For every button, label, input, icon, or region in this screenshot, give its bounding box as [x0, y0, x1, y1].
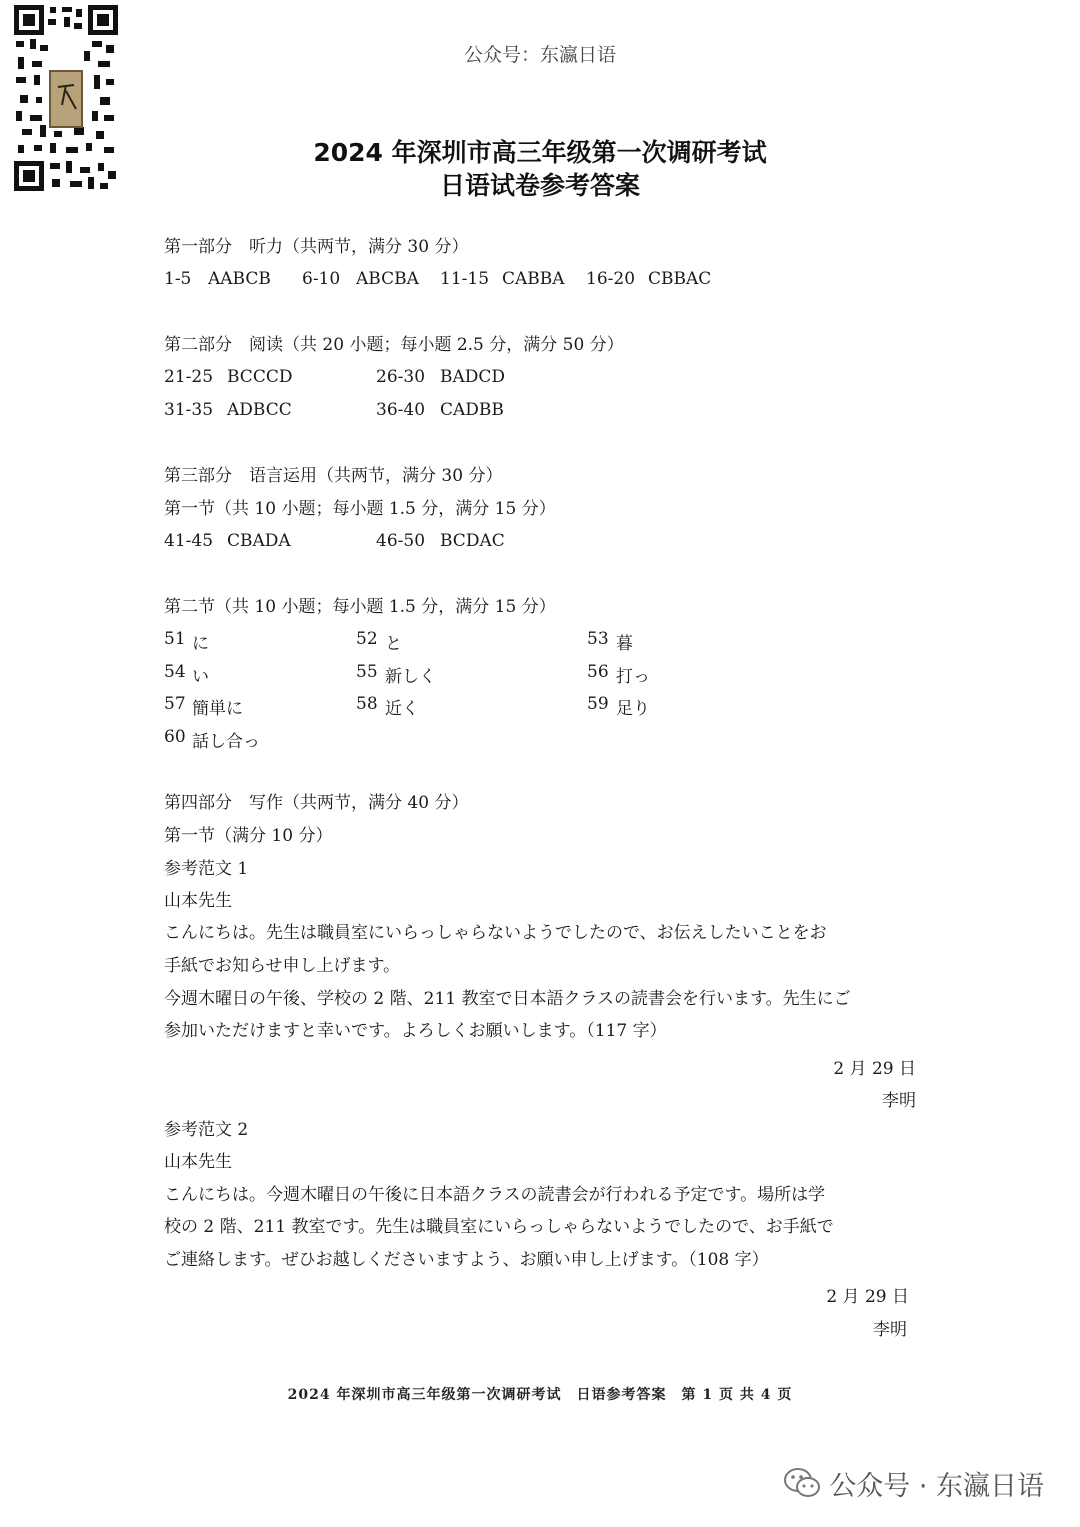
answer-value: 近く [385, 699, 419, 719]
sample1-line: 今週木曜日の午後、学校の 2 階、211 教室で日本語クラスの読書会を行います。先生にご [164, 989, 851, 1009]
answer-value: と [385, 634, 402, 654]
part3-heading: 第三部分 语言运用（共两节，满分 30 分） [164, 466, 503, 486]
page-footer: 2024 年深圳市高三年级第一次调研考试 日语参考答案 第 1 页 共 4 页 [287, 1387, 793, 1403]
document-subtitle: 日语试卷参考答案 [439, 171, 640, 200]
answer-range: 6-10 [302, 269, 341, 289]
answer-value: CADBB [440, 400, 504, 420]
sample2-label: 参考范文 2 [164, 1120, 249, 1140]
answer-range: 31-35 [164, 400, 214, 420]
question-number: 52 [356, 629, 378, 649]
answer-range: 36-40 [376, 400, 426, 420]
answer-range: 21-25 [164, 367, 214, 387]
part4-heading: 第四部分 写作（共两节，满分 40 分） [164, 793, 469, 813]
sample2-line: ご連絡します。ぜひお越しくださいますよう、お願い申し上げます。（108 字） [164, 1250, 769, 1270]
sample1-line: 参加いただけますと幸いです。よろしくお願いします。（117 字） [164, 1021, 667, 1041]
answer-value: CBBAC [648, 269, 712, 289]
watermark [783, 1463, 1044, 1503]
answer-value: CABBA [502, 269, 565, 289]
sample1-label: 参考范文 1 [164, 859, 249, 879]
question-number: 58 [356, 694, 378, 714]
answer-value: BCCCD [227, 367, 293, 387]
part4-section1-heading: 第一节（满分 10 分） [164, 826, 333, 846]
part1-heading: 第一部分 听力（共两节，满分 30 分） [164, 237, 469, 257]
account-header: 公众号：东瀛日语 [463, 44, 616, 66]
question-number: 53 [587, 629, 609, 649]
sample2-addressee: 山本先生 [164, 1152, 232, 1172]
answer-value: 話し合っ [192, 732, 260, 752]
document-title: 2024 年深圳市高三年级第一次调研考试 [313, 138, 767, 167]
answer-range: 41-45 [164, 531, 214, 551]
answer-value: 簡単に [192, 699, 243, 719]
answer-range: 46-50 [376, 531, 426, 551]
answer-range: 26-30 [376, 367, 426, 387]
answer-range: 11-15 [440, 269, 490, 289]
answer-value: い [192, 667, 209, 687]
answer-value: CBADA [227, 531, 291, 551]
watermark-text: 公众号 · 东瀛日语 [829, 1470, 1044, 1502]
answer-value: 打っ [616, 667, 650, 687]
sample1-line: 手紙でお知らせ申し上げます。 [164, 956, 401, 976]
sample1-signature: 李明 [882, 1091, 916, 1111]
question-number: 56 [587, 662, 609, 682]
part3-section2-heading: 第二节（共 10 小题；每小题 1.5 分，满分 15 分） [164, 597, 556, 617]
sample2-line: こんにちは。今週木曜日の午後に日本語クラスの読書会が行われる予定です。場所は学 [164, 1185, 826, 1205]
answer-value: に [192, 634, 209, 654]
answer-range: 16-20 [586, 269, 636, 289]
answer-value: ABCBA [356, 269, 419, 289]
question-number: 54 [164, 662, 186, 682]
sample2-date: 2 月 29 日 [826, 1287, 909, 1307]
answer-value: BADCD [440, 367, 506, 387]
part3-section1-heading: 第一节（共 10 小题；每小题 1.5 分，满分 15 分） [164, 499, 556, 519]
sample1-line: こんにちは。先生は職員室にいらっしゃらないようでしたので、お伝えしたいことをお [164, 923, 827, 943]
question-number: 59 [587, 694, 609, 714]
sample1-date: 2 月 29 日 [833, 1059, 916, 1079]
question-number: 55 [356, 662, 378, 682]
answer-value: 足り [616, 699, 650, 719]
sample2-line: 校の 2 階、211 教室です。先生は職員室にいらっしゃらないようでしたので、お手紙で [164, 1217, 834, 1237]
sample2-signature: 李明 [873, 1320, 907, 1340]
sample1-addressee: 山本先生 [164, 891, 232, 911]
answer-value: 新しく [385, 667, 436, 687]
wechat-icon [783, 1466, 821, 1500]
answer-range: 1-5 [164, 269, 192, 289]
answer-value: ADBCC [227, 400, 292, 420]
question-number: 57 [164, 694, 186, 714]
question-number: 51 [164, 629, 186, 649]
answer-value: AABCB [208, 269, 271, 289]
answer-value: BCDAC [440, 531, 505, 551]
question-number: 60 [164, 727, 186, 747]
part2-heading: 第二部分 阅读（共 20 小题；每小题 2.5 分，满分 50 分） [164, 335, 624, 355]
answer-value: 暮 [616, 634, 633, 654]
